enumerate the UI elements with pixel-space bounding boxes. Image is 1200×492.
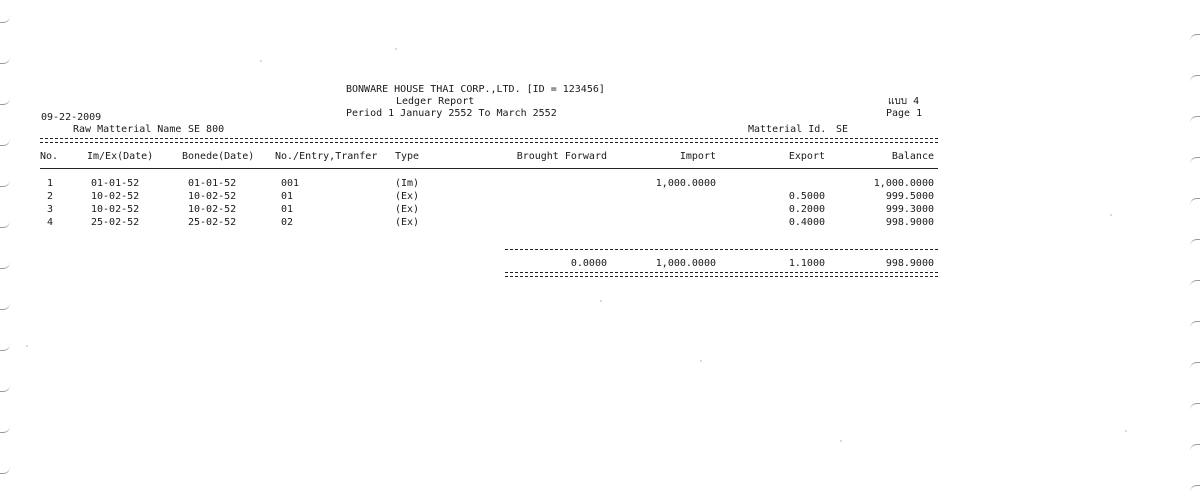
material-id-value: SE xyxy=(836,124,849,135)
row-export: 0.5000 xyxy=(788,191,825,202)
edge-perforation-left xyxy=(0,426,10,433)
paper-speck xyxy=(840,440,842,442)
edge-perforation-left xyxy=(0,262,10,269)
page-number: Page 1 xyxy=(886,108,923,119)
total-export: 1.1000 xyxy=(788,258,825,269)
raw-material-label: Raw Matterial Name xyxy=(73,124,182,135)
row-bonded-date: 01-01-52 xyxy=(188,178,237,189)
edge-perforation-left xyxy=(0,385,10,392)
edge-perforation-right xyxy=(1190,485,1200,492)
edge-perforation-left xyxy=(0,16,10,23)
total-brought-forward: 0.0000 xyxy=(570,258,607,269)
edge-perforation-right xyxy=(1190,239,1200,246)
row-type: (Ex) xyxy=(395,217,420,228)
report-title: Ledger Report xyxy=(396,96,475,107)
edge-perforation-left xyxy=(0,303,10,310)
totals-top-rule xyxy=(505,249,938,250)
row-entry: 02 xyxy=(281,217,294,228)
material-id-label: Matterial Id. xyxy=(748,124,827,135)
edge-perforation-right xyxy=(1190,198,1200,205)
edge-perforation-left xyxy=(0,57,10,64)
row-balance: 1,000.0000 xyxy=(873,178,934,189)
row-bonded-date: 10-02-52 xyxy=(188,191,237,202)
edge-perforation-right xyxy=(1190,157,1200,164)
row-imex-date: 25-02-52 xyxy=(91,217,140,228)
row-bonded-date: 10-02-52 xyxy=(188,204,237,215)
col-balance: Balance xyxy=(891,151,934,162)
row-entry: 01 xyxy=(281,191,294,202)
row-no: 3 xyxy=(47,204,54,215)
row-no: 4 xyxy=(47,217,54,228)
row-imex-date: 10-02-52 xyxy=(91,191,140,202)
edge-perforation-left xyxy=(0,221,10,228)
row-export: 0.2000 xyxy=(788,204,825,215)
row-bonded-date: 25-02-52 xyxy=(188,217,237,228)
col-imex-date: Im/Ex(Date) xyxy=(87,151,154,162)
paper-speck xyxy=(1110,214,1112,216)
col-brought-forward: Brought Forward xyxy=(516,151,607,162)
row-entry: 01 xyxy=(281,204,294,215)
row-no: 1 xyxy=(47,178,54,189)
edge-perforation-right xyxy=(1190,34,1200,41)
edge-perforation-left xyxy=(0,467,10,474)
col-bonded-date: Bonede(Date) xyxy=(182,151,255,162)
row-type: (Ex) xyxy=(395,191,420,202)
paper-speck xyxy=(260,60,262,62)
edge-perforation-right xyxy=(1190,362,1200,369)
edge-perforation-left xyxy=(0,139,10,146)
edge-perforation-right xyxy=(1190,75,1200,82)
row-entry: 001 xyxy=(281,178,300,189)
row-balance: 999.5000 xyxy=(885,191,934,202)
row-no: 2 xyxy=(47,191,54,202)
paper-speck xyxy=(700,360,702,362)
col-no: No. xyxy=(40,151,59,162)
col-import: Import xyxy=(679,151,716,162)
edge-perforation-left xyxy=(0,180,10,187)
row-export: 0.4000 xyxy=(788,217,825,228)
total-import: 1,000.0000 xyxy=(655,258,716,269)
edge-perforation-left xyxy=(0,98,10,105)
report-period: Period 1 January 2552 To March 2552 xyxy=(346,108,557,119)
edge-perforation-right xyxy=(1190,116,1200,123)
row-imex-date: 10-02-52 xyxy=(91,204,140,215)
total-balance: 998.9000 xyxy=(885,258,934,269)
paper-speck xyxy=(395,48,397,50)
col-entry-transfer: No./Entry,Tranfer xyxy=(275,151,378,162)
edge-perforation-right xyxy=(1190,280,1200,287)
row-balance: 999.3000 xyxy=(885,204,934,215)
paper-speck xyxy=(26,345,28,347)
row-imex-date: 01-01-52 xyxy=(91,178,140,189)
header-underline xyxy=(40,168,938,169)
edge-perforation-right xyxy=(1190,444,1200,451)
totals-double-rule xyxy=(505,272,938,277)
form-code: แบบ 4 xyxy=(888,96,920,107)
row-import: 1,000.0000 xyxy=(655,178,716,189)
col-type: Type xyxy=(395,151,420,162)
paper-speck xyxy=(1125,430,1127,432)
col-export: Export xyxy=(788,151,825,162)
edge-perforation-left xyxy=(0,344,10,351)
raw-material-value: SE 800 xyxy=(188,124,225,135)
row-type: (Im) xyxy=(395,178,420,189)
company-name: BONWARE HOUSE THAI CORP.,LTD. [ID = 123456] xyxy=(346,84,605,95)
header-double-rule xyxy=(40,138,938,143)
paper-speck xyxy=(600,300,602,302)
row-type: (Ex) xyxy=(395,204,420,215)
edge-perforation-right xyxy=(1190,321,1200,328)
edge-perforation-right xyxy=(1190,403,1200,410)
print-date: 09-22-2009 xyxy=(41,112,102,123)
row-balance: 998.9000 xyxy=(885,217,934,228)
